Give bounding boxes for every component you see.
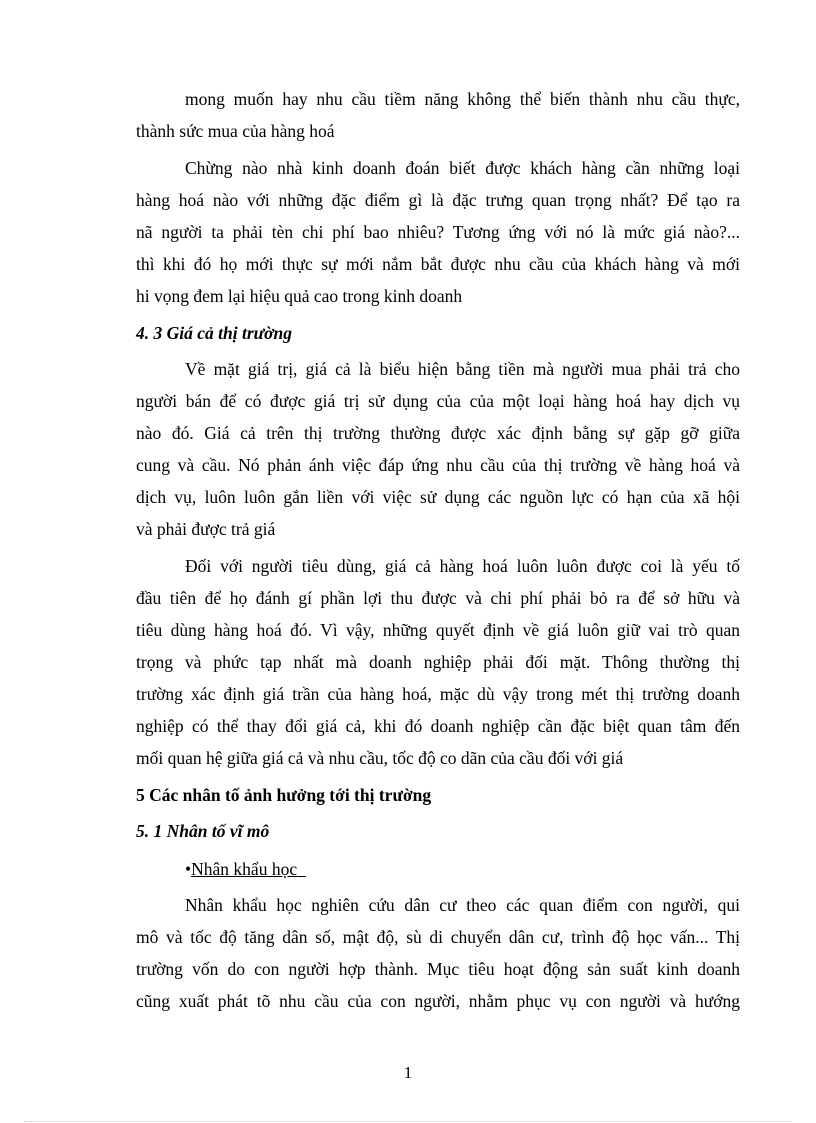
text-line: dịch vụ, luôn luôn gắn liền với việc sử dụng các nguồn lực có hạn của xã hội [136, 487, 740, 507]
bullet-label: Nhân khẩu học [191, 859, 298, 879]
text-line: và phải được trả giá [136, 519, 276, 539]
bullet-icon: • [185, 859, 192, 879]
subsection-heading: 5. 1 Nhân tố vĩ mô [136, 821, 270, 841]
text-line: mối quan hệ giữa giá cả và nhu cầu, tốc độ co dãn của cầu đối với giá [136, 748, 624, 768]
text-line: tiêu dùng hàng hoá đó. Vì vậy, những quyết định về giá luôn giữ vai trò quan [136, 620, 740, 640]
text-line: trường vốn do con người hợp thành. Mục tiêu hoạt động sản suất kinh doanh [136, 959, 740, 979]
text-line: mong muốn hay nhu cầu tiềm năng không thể biến thành nhu cầu thực, [185, 89, 740, 109]
text-line: Nhân khẩu học nghiên cứu dân cư theo các quan điểm con người, qui [185, 895, 740, 915]
text-line: trọng và phức tạp nhất mà doanh nghiệp phải đối mặt. Thông thường thị [136, 652, 740, 672]
text-line: đầu tiên để họ đánh gí phần lợi thu được và chi phí phải bỏ ra để sở hữu và [136, 588, 740, 608]
text-line: thì khi đó họ mới thực sự mới nắm bắt được nhu cầu của khách hàng và mới [136, 254, 740, 274]
text-line: hàng hoá nào với những đặc điểm gì là đặc trưng quan trọng nhất? Để tạo ra [136, 190, 740, 210]
bullet-item [185, 857, 306, 881]
page-number: 1 [403, 1063, 413, 1082]
text-line: người bán để có được giá trị sử dụng của của một loại hàng hoá hay dịch vụ [136, 391, 740, 411]
text-line: Chừng nào nhà kinh doanh đoán biết được khách hàng cần những loại [185, 158, 740, 178]
text-line: nào đó. Giá cả trên thị trường thường được xác định bằng sự gặp gỡ giữa [136, 423, 740, 443]
text-line: cũng xuất phát tõ nhu cầu của con người, nhằm phục vụ con người và hướng [136, 991, 740, 1011]
text-line: cung và cầu. Nó phản ánh việc đáp ứng nhu cầu của thị trường về hàng hoá và [136, 455, 740, 475]
section-heading: 4. 3 Giá cả thị trường [136, 323, 293, 343]
text-line: mô và tốc độ tăng dân số, mật độ, sù di chuyển dân cư, trình độ học vấn... Thị [136, 927, 740, 947]
text-line: thành sức mua của hàng hoá [136, 121, 335, 141]
text-line: nghiệp có thể thay đổi giá cả, khi đó doanh nghiệp cần đặc biệt quan tâm đến [136, 716, 740, 736]
text-line: Về mặt giá trị, giá cả là biểu hiện bằng tiền mà người mua phải trả cho [185, 359, 740, 379]
text-line: trường xác định giá trần của hàng hoá, mặc dù vậy trong mét thị trường doanh [136, 684, 740, 704]
text-line: hi vọng đem lại hiệu quả cao trong kinh doanh [136, 286, 463, 306]
text-line: nã người ta phải tèn chi phí bao nhiêu? Tương ứng với nó là mức giá nào?... [136, 222, 740, 242]
text-line: Đối với người tiêu dùng, giá cả hàng hoá luôn luôn được coi là yếu tố [185, 556, 740, 576]
page-bottom-divider [24, 1121, 792, 1122]
section-heading: 5 Các nhân tố ảnh hưởng tới thị trường [136, 785, 432, 805]
